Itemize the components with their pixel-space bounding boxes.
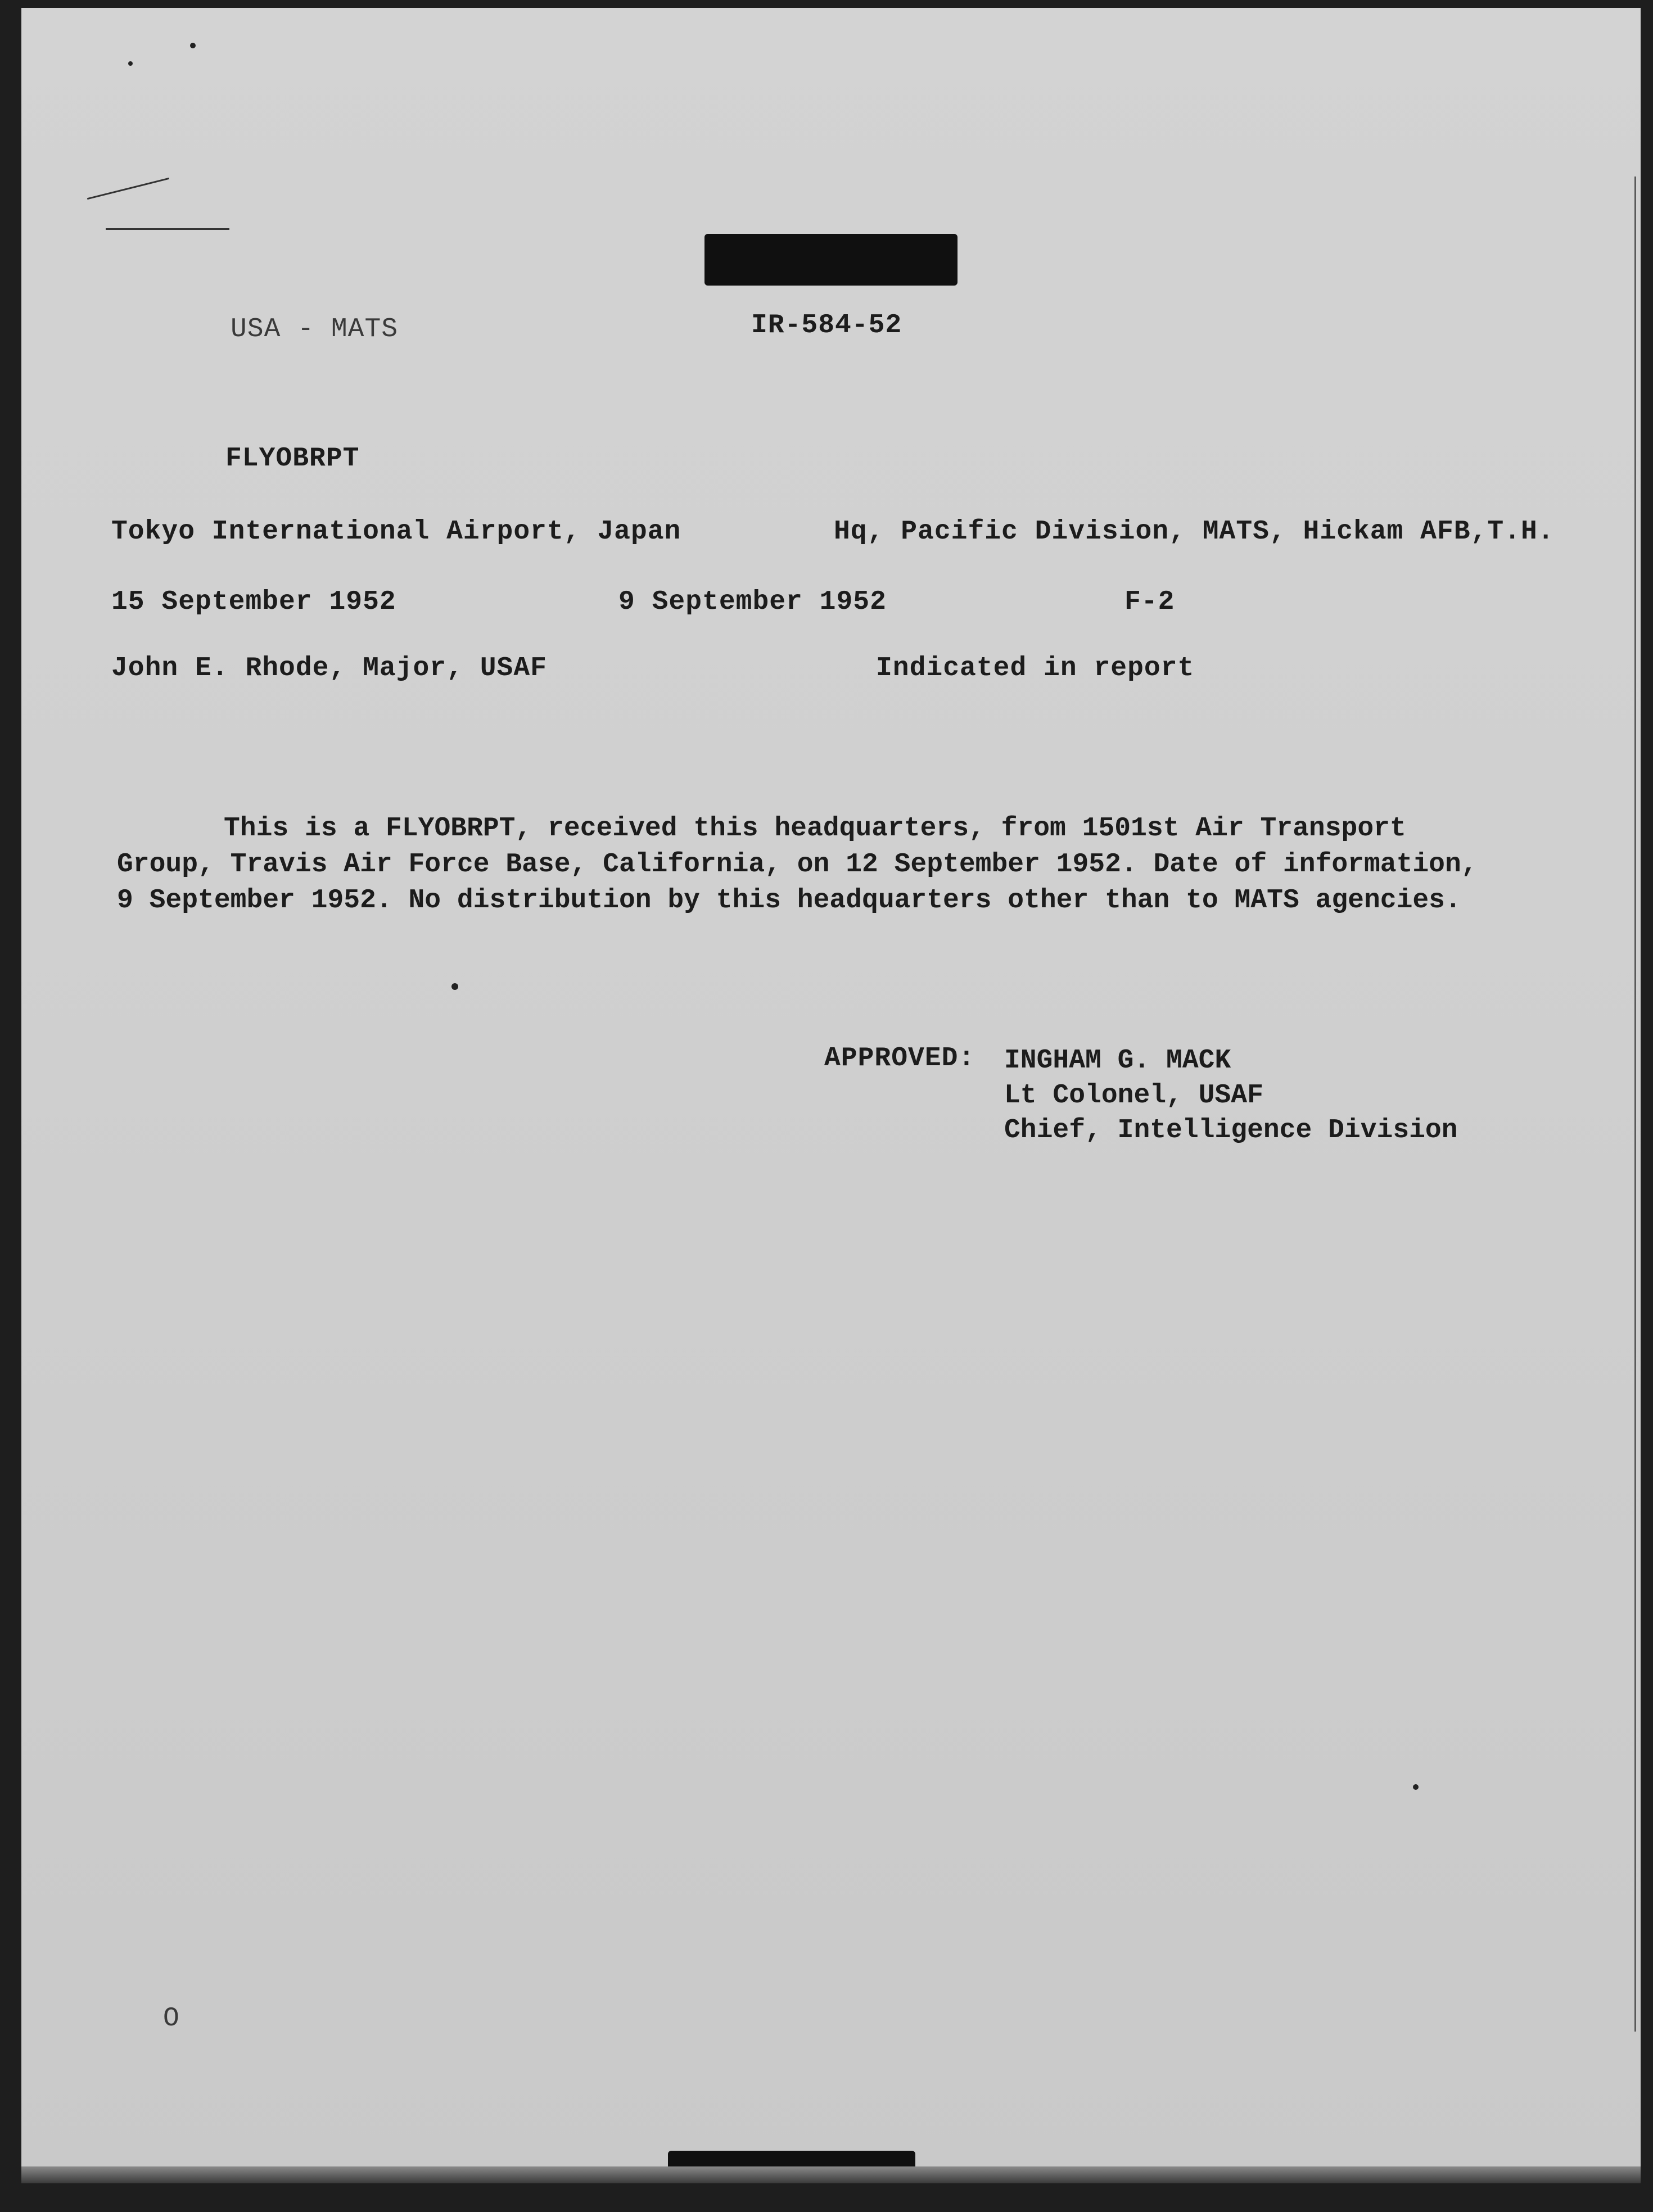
- approval-signature-block: [1004, 1043, 1458, 1148]
- body-line: Group, Travis Air Force Base, California, on 12 September 1952. Date of information,: [117, 849, 1478, 880]
- body-line: This is a FLYOBRPT, received this headquarters, from 1501st Air Transport: [224, 813, 1406, 844]
- source-hq-field: Hq, Pacific Division, MATS, Hickam AFB,T.H.: [834, 517, 1555, 547]
- approver-name: INGHAM G. MACK: [1004, 1046, 1231, 1076]
- top-redaction-stamp: [704, 234, 958, 286]
- page-mark: O: [163, 2003, 180, 2034]
- report-type: FLYOBRPT: [225, 444, 360, 474]
- page-edge-right: [1634, 177, 1636, 2032]
- report-number: IR-584-52: [751, 310, 902, 341]
- agency-label: USA - MATS: [231, 314, 399, 345]
- report-date-field: 15 September 1952: [111, 587, 396, 617]
- document-page: [21, 8, 1641, 2183]
- speck: [1413, 1784, 1419, 1790]
- speck: [190, 43, 196, 48]
- evaluation-field: F-2: [1124, 587, 1175, 617]
- speck: [128, 61, 133, 66]
- margin-scrawl: [87, 178, 169, 200]
- speck: [451, 983, 458, 990]
- location-field: Tokyo International Airport, Japan: [111, 517, 681, 547]
- page-edge-bottom: [21, 2166, 1641, 2183]
- references-field: Indicated in report: [876, 653, 1195, 684]
- margin-scrawl: [106, 228, 229, 230]
- prepared-by-field: John E. Rhode, Major, USAF: [111, 653, 547, 684]
- body-paragraph: [117, 811, 1601, 919]
- approver-title: Chief, Intelligence Division: [1004, 1115, 1458, 1146]
- info-date-field: 9 September 1952: [618, 587, 887, 617]
- approver-rank: Lt Colonel, USAF: [1004, 1080, 1263, 1111]
- approved-label: APPROVED:: [824, 1043, 975, 1074]
- body-line: 9 September 1952. No distribution by this headquarters other than to MATS agencies.: [117, 885, 1461, 916]
